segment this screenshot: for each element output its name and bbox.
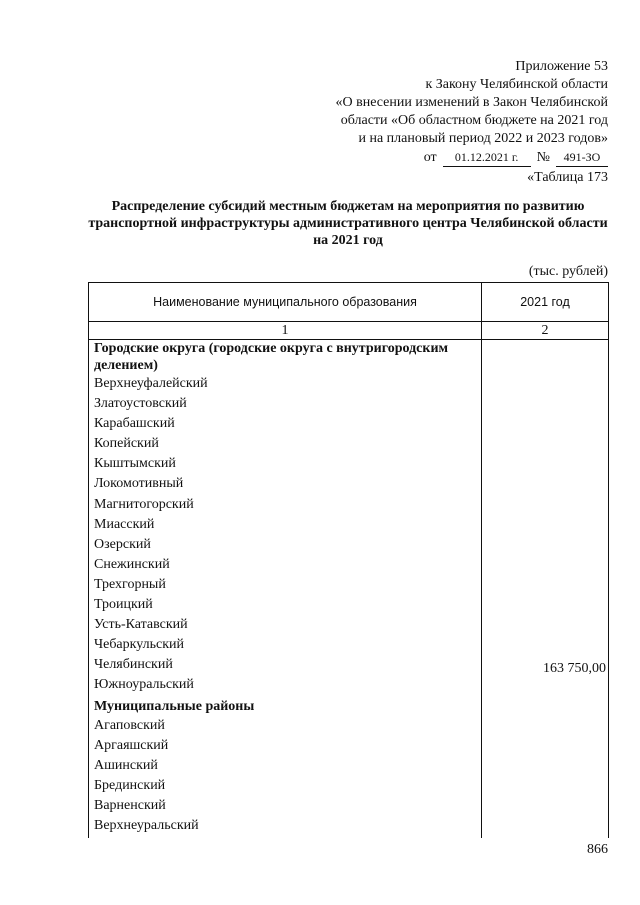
subsidy-value (482, 436, 609, 456)
table-label: «Таблица 173 (527, 170, 608, 185)
column-number: 2 (482, 322, 609, 340)
column-header-name: Наименование муниципального образования (89, 283, 482, 322)
subsidy-value (482, 617, 609, 637)
subsidy-value (482, 396, 609, 416)
subsidy-value (482, 738, 609, 758)
law-number: 491-ЗО (556, 148, 608, 167)
table-row (89, 517, 609, 537)
subsidy-value (482, 517, 609, 537)
header-line: к Закону Челябинской области (425, 77, 608, 92)
table-row (89, 617, 609, 637)
empty-cell (482, 340, 609, 377)
group-row (89, 340, 609, 377)
table-row (89, 416, 609, 436)
units-label: (тыс. рублей) (528, 264, 608, 279)
table-row (89, 456, 609, 476)
municipality-name: Верхнеуральский (89, 818, 482, 838)
subsidy-value (482, 637, 609, 657)
table-row (89, 376, 609, 396)
municipality-name: Южноуральский (89, 677, 482, 697)
group-name: Городские округа (городские округа с внутригородским делением) (89, 340, 482, 377)
table-row (89, 557, 609, 577)
municipality-name: Троицкий (89, 597, 482, 617)
table-row (89, 396, 609, 416)
subsidy-value (482, 798, 609, 818)
number-label: № (536, 150, 550, 165)
table-row (89, 497, 609, 517)
subsidy-value (482, 557, 609, 577)
column-number: 1 (89, 322, 482, 340)
table-row (89, 758, 609, 778)
table-row (89, 818, 609, 838)
subsidy-value (482, 778, 609, 798)
subsidy-value: 163 750,00 (482, 657, 609, 677)
municipality-name: Верхнеуфалейский (89, 376, 482, 396)
subsidy-table (88, 282, 609, 838)
appendix-header (336, 58, 609, 167)
municipality-name: Копейский (89, 436, 482, 456)
table-row (89, 597, 609, 617)
subsidy-value (482, 677, 609, 697)
page-number: 866 (587, 842, 608, 857)
municipality-name: Брединский (89, 778, 482, 798)
municipality-name: Озерский (89, 537, 482, 557)
subsidy-value (482, 476, 609, 496)
table-row (89, 677, 609, 697)
municipality-name: Варненский (89, 798, 482, 818)
empty-cell (482, 698, 609, 718)
municipality-name: Чебаркульский (89, 637, 482, 657)
subsidy-value (482, 376, 609, 396)
municipality-name: Кыштымский (89, 456, 482, 476)
municipality-name: Карабашский (89, 416, 482, 436)
subsidy-value (482, 818, 609, 838)
municipality-name: Магнитогорский (89, 497, 482, 517)
header-line: области «Об областном бюджете на 2021 год (340, 113, 608, 128)
column-header-year: 2021 год (482, 283, 609, 322)
municipality-name: Миасский (89, 517, 482, 537)
municipality-name: Снежинский (89, 557, 482, 577)
subsidy-value (482, 758, 609, 778)
table-row (89, 436, 609, 456)
table-row (89, 577, 609, 597)
municipality-name: Трехгорный (89, 577, 482, 597)
from-label: от (423, 150, 437, 165)
table-row (89, 657, 609, 677)
table-row (89, 718, 609, 738)
subsidy-value (482, 456, 609, 476)
law-date: 01.12.2021 г. (443, 148, 531, 167)
municipality-name: Локомотивный (89, 476, 482, 496)
subsidy-value (482, 537, 609, 557)
municipality-name: Аргаяшский (89, 738, 482, 758)
subsidy-value (482, 577, 609, 597)
municipality-name: Златоустовский (89, 396, 482, 416)
table-row (89, 798, 609, 818)
subsidy-value (482, 497, 609, 517)
header-line: «О внесении изменений в Закон Челябинской (335, 95, 608, 110)
subsidy-value (482, 416, 609, 436)
municipality-name: Агаповский (89, 718, 482, 738)
subsidy-value (482, 597, 609, 617)
law-date-number (336, 148, 609, 167)
subsidy-value (482, 718, 609, 738)
table-row (89, 537, 609, 557)
header-line: и на плановый период 2022 и 2023 годов» (358, 131, 608, 146)
document-title: Распределение субсидий местным бюджетам на мероприятия по развитию транспортной инфраструктуры административного центра Челябинской области на 2021 год (88, 199, 608, 248)
table-row (89, 778, 609, 798)
table-row (89, 637, 609, 657)
table-row (89, 476, 609, 496)
group-name: Муниципальные районы (89, 698, 482, 718)
municipality-name: Челябинский (89, 657, 482, 677)
municipality-name: Усть-Катавский (89, 617, 482, 637)
header-line: Приложение 53 (515, 59, 608, 74)
table-row (89, 738, 609, 758)
group-row (89, 698, 609, 718)
municipality-name: Ашинский (89, 758, 482, 778)
